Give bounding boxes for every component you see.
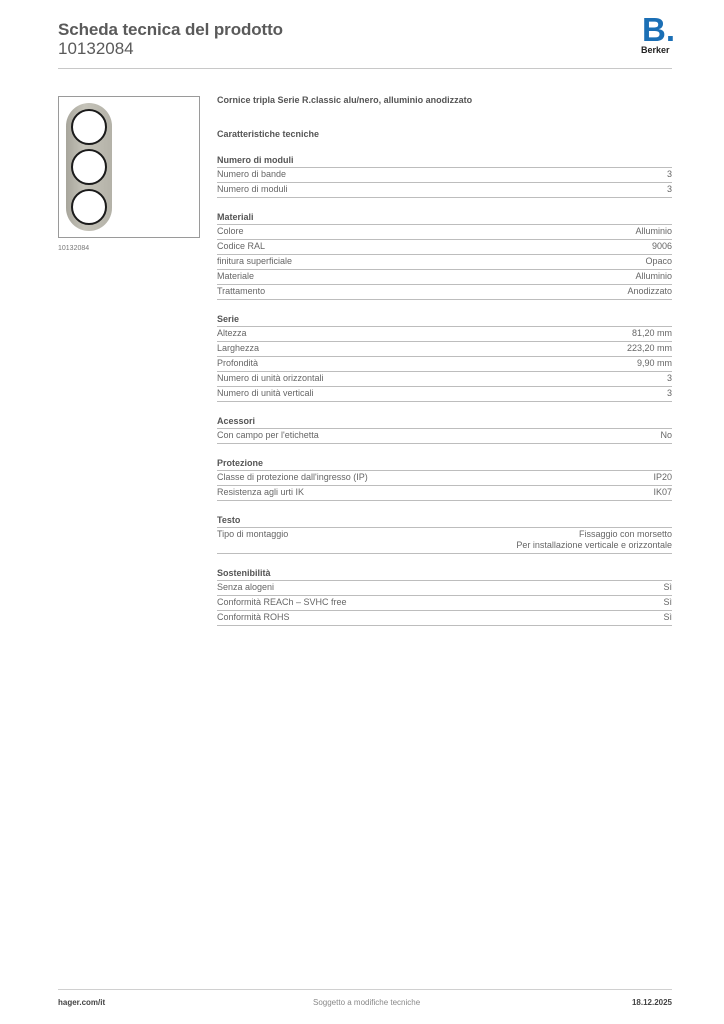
- page-title: Scheda tecnica del prodotto: [58, 20, 283, 39]
- spec-row: [217, 285, 672, 300]
- section-testo: [217, 515, 672, 554]
- spec-value: Alluminio: [635, 226, 672, 236]
- footer-website-link[interactable]: hager.com/it: [58, 998, 106, 1007]
- spec-value: [516, 529, 672, 551]
- section-serie: [217, 314, 672, 402]
- spec-label: Con campo per l'etichetta: [217, 430, 319, 440]
- spec-value-line1: Fissaggio con morsetto: [578, 529, 672, 539]
- spec-row: [217, 596, 672, 611]
- spec-label: Numero di unità orizzontali: [217, 373, 324, 383]
- section-title: Testo: [217, 515, 672, 528]
- spec-row: [217, 372, 672, 387]
- section-title: Sostenibilità: [217, 568, 672, 581]
- spec-value: Alluminio: [635, 271, 672, 281]
- spec-value: IK07: [653, 487, 672, 497]
- footer-divider: [58, 989, 672, 990]
- spec-row: [217, 270, 672, 285]
- section-title: Serie: [217, 314, 672, 327]
- spec-row: [217, 327, 672, 342]
- spec-row: [217, 387, 672, 402]
- spec-label: Profondità: [217, 358, 259, 368]
- footer-notice: Soggetto a modifiche tecniche: [313, 998, 421, 1007]
- spec-label: Numero di bande: [217, 169, 287, 179]
- spec-value: No: [660, 430, 672, 440]
- spec-label: Numero di moduli: [217, 184, 288, 194]
- product-title: Cornice tripla Serie R.classic alu/nero, alluminio anodizzato: [217, 95, 473, 105]
- spec-row: [217, 225, 672, 240]
- spec-value: Sì: [663, 597, 672, 607]
- header-divider: [58, 68, 672, 69]
- spec-label: Tipo di montaggio: [217, 529, 289, 539]
- spec-value: 9006: [651, 241, 672, 251]
- section-materiali: [217, 212, 672, 300]
- section-protezione: [217, 458, 672, 501]
- spec-label: Colore: [217, 226, 244, 236]
- spec-row: [217, 528, 672, 554]
- logo-text: Berker: [641, 45, 670, 55]
- spec-row: [217, 581, 672, 596]
- spec-value: 3: [666, 169, 672, 179]
- frame-opening-icon: [71, 189, 107, 225]
- section-title: Materiali: [217, 212, 672, 225]
- spec-label: Resistenza agli urti IK: [217, 487, 305, 497]
- spec-label: Conformità REACh – SVHC free: [217, 597, 347, 607]
- spec-value: Opaco: [645, 256, 672, 266]
- logo-letter: B.: [642, 11, 675, 48]
- spec-label: Numero di unità verticali: [217, 388, 314, 398]
- spec-value: 3: [666, 184, 672, 194]
- specs-heading: Caratteristiche tecniche: [217, 129, 320, 139]
- spec-value: Sì: [663, 582, 672, 592]
- spec-content: [217, 95, 672, 626]
- spec-label: Trattamento: [217, 286, 266, 296]
- spec-label: Materiale: [217, 271, 255, 281]
- spec-row: [217, 429, 672, 444]
- spec-value: 3: [666, 388, 672, 398]
- spec-row: [217, 183, 672, 198]
- spec-value: 3: [666, 373, 672, 383]
- spec-label: finitura superficiale: [217, 256, 293, 266]
- spec-row: [217, 255, 672, 270]
- image-caption: 10132084: [58, 245, 90, 252]
- spec-row: [217, 240, 672, 255]
- section-sostenibilita: [217, 568, 672, 626]
- frame-opening-icon: [71, 109, 107, 145]
- spec-value-line2: Per installazione verticale e orizzontale: [516, 540, 672, 550]
- spec-value: Anodizzato: [627, 286, 672, 296]
- spec-value: 223,20 mm: [626, 343, 672, 353]
- spec-label: Conformità ROHS: [217, 612, 290, 622]
- spec-value: Sì: [663, 612, 672, 622]
- section-title: Acessori: [217, 416, 672, 429]
- section-accessori: [217, 416, 672, 444]
- frame-opening-icon: [71, 149, 107, 185]
- section-moduli: [217, 155, 672, 198]
- spec-value: 9,90 mm: [636, 358, 672, 368]
- spec-label: Senza alogeni: [217, 582, 275, 592]
- section-title: Protezione: [217, 458, 672, 471]
- product-image: [58, 96, 200, 238]
- spec-row: [217, 357, 672, 372]
- spec-row: [217, 486, 672, 501]
- spec-label: Larghezza: [217, 343, 260, 353]
- section-title: Numero di moduli: [217, 155, 672, 168]
- spec-row: [217, 342, 672, 357]
- spec-row: [217, 471, 672, 486]
- spec-value: 81,20 mm: [631, 328, 672, 338]
- product-number: 10132084: [58, 39, 134, 58]
- spec-row: [217, 611, 672, 626]
- triple-frame-icon: [66, 103, 112, 231]
- spec-row: [217, 168, 672, 183]
- spec-label: Altezza: [217, 328, 247, 338]
- spec-value: IP20: [653, 472, 672, 482]
- berker-logo: [638, 11, 678, 56]
- spec-label: Codice RAL: [217, 241, 266, 251]
- spec-label: Classe di protezione dall'ingresso (IP): [217, 472, 368, 482]
- footer-date: 18.12.2025: [631, 998, 672, 1007]
